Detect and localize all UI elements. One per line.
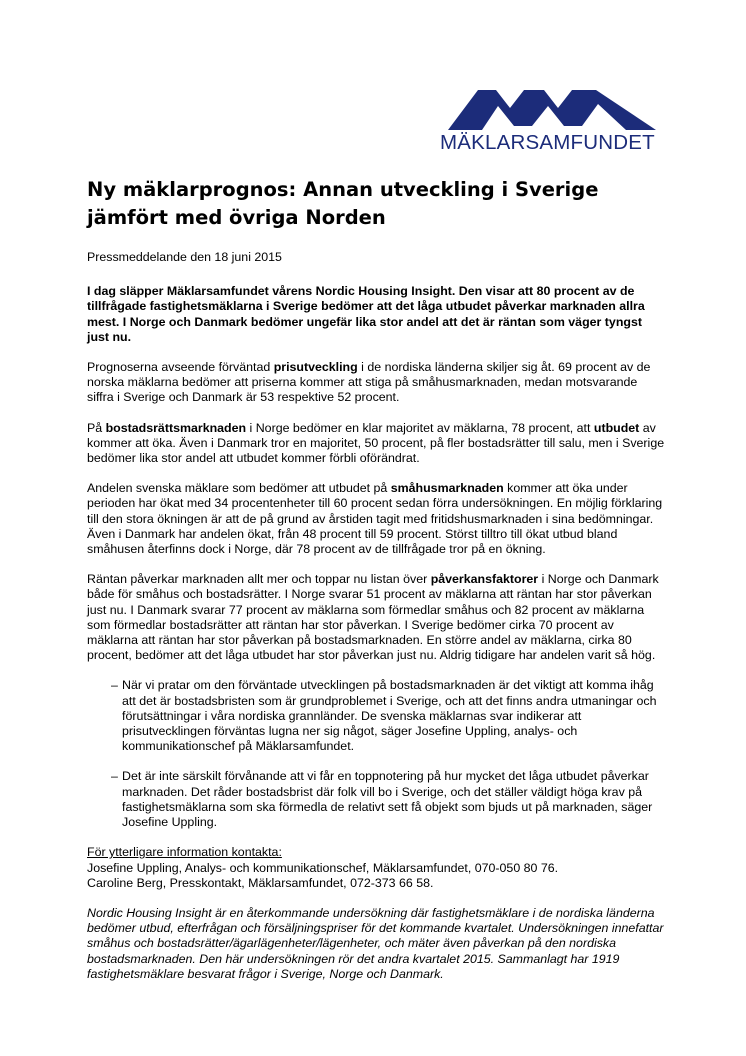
logo-wordmark: MÄKLARSAMFUNDET — [440, 131, 655, 154]
contact-block — [87, 845, 667, 891]
contact-heading: För ytterligare information kontakta: — [87, 845, 282, 860]
quote-item — [87, 678, 667, 754]
lead-paragraph: I dag släpper Mäklarsamfundet vårens Nordic Housing Insight. Den visar att 80 procent av de tillfrågade fastighetsmäklarna i Sverige bedömer att det låga utbudet påverkar marknaden allra mest. I Norge och Danmark bedömer ungefär lika stor andel att det är räntan som väger tyngst just nu. — [87, 284, 645, 344]
paragraph-apartment-market: På bostadsrättsmarknaden i Norge bedömer en klar majoritet av mäklarna, 78 procent, att utbudet av kommer att öka. Även i Danmark tror en majoritet, 50 procent, på fler bostadsrätter till salu, men i Sverige bedömer lika stor andel att utbudet kommer förbli oförändrat. — [87, 420, 665, 466]
footer-note: Nordic Housing Insight är en återkommande undersökning där fastighetsmäklare i de nordiska länderna bedömer utbud, efterfrågan och försäljningspriser för det kommande kvartalet. Undersökningen innefattar småhus och bostadsrätter/ägarlägenheter/lägenheter, och mäter även påverkan på den nordiska bostadsmarknaden. Den här undersökningen rör det andra kvartalet 2015. Sammanlagt har 1919 fastighetsmäklare besvarat frågor i Sverige, Norge och Danmark. — [87, 905, 664, 981]
quote-item — [87, 769, 667, 830]
quote-dash: – — [111, 769, 118, 784]
logo-mountains-icon — [448, 86, 656, 130]
quote-text: Det är inte särskilt förvånande att vi får en toppnotering på hur mycket det låga utbudet påverkar marknaden. Det råder bostadsbrist där folk vill bo i Sverige, och det ställer väldigt höga krav på fastighetsmäklarna som ska förmedla de relativt sett få objekt som bjuds ut på marknaden, säger Josefine Uppling. — [122, 769, 653, 830]
quote-dash: – — [111, 678, 118, 693]
paragraph-house-market: Andelen svenska mäklare som bedömer att utbudet på småhusmarknaden kommer att öka under perioden har ökat med 34 procentenheter till 60 procent sedan förra undersökningen. En möjlig förklaring till den stora ökningen är att de på grund av årstiden tagit med fritidshusmarknaden i sina bedömningar. Även i Danmark har andelen ökat, från 48 procent till 59 procent. Störst tilltro till ökat utbud bland småhusen återfinns dock i Norge, där 78 procent av de tillfrågade tror på en ökning. — [87, 481, 663, 557]
paragraph-price-development: Prognoserna avseende förväntad prisutveckling i de nordiska länderna skiljer sig åt. 69 procent av de norska mäklarna bedömer att priserna kommer att stiga på småhusmarknaden, medan motsvarande siffra i Sverige och Danmark är 53 respektive 52 procent. — [87, 360, 651, 405]
press-date: Pressmeddelande den 18 juni 2015 — [87, 250, 282, 264]
page-title: Ny mäklarprognos: Annan utveckling i Sverige jämfört med övriga Norden — [87, 178, 599, 229]
contact-line: Caroline Berg, Presskontakt, Mäklarsamfundet, 072-373 66 58. — [87, 875, 434, 890]
contact-line: Josefine Uppling, Analys- och kommunikationschef, Mäklarsamfundet, 070-050 80 76. — [87, 860, 559, 875]
article — [87, 176, 667, 982]
quote-text: När vi pratar om den förväntade utvecklingen på bostadsmarknaden är det viktigt att komma ihåg att det är bostadsbristen som är grundproblemet i Sverige, och att det finns andra utmaningar och förutsättningar i våra nordiska grannländer. De svenska mäklarnas svar indikerar att prisutvecklingen förväntas lugna ner sig något, säger Josefine Uppling, analys- och kommunikationschef på Mäklarsamfundet. — [122, 678, 657, 754]
logo — [440, 86, 660, 154]
paragraph-influence-factors: Räntan påverkar marknaden allt mer och toppar nu listan över påverkansfaktorer i Norge och Danmark både för småhus och bostadsrätter. I Norge svarar 51 procent av mäklarna att räntan har stor påverkan just nu. I Danmark svarar 77 procent av mäklarna som förmedlar småhus och 82 procent av mäklarna som förmedlar bostadsrätter att räntan har stor påverkan. I Sverige bedömer cirka 70 procent av mäklarna att räntan har stor påverkan på bostadsmarknaden. En större andel av mäklarna, cirka 80 procent, bedömer att det låga utbudet har stor påverkan just nu. Aldrig tidigare har andelen varit så hög. — [87, 572, 659, 663]
